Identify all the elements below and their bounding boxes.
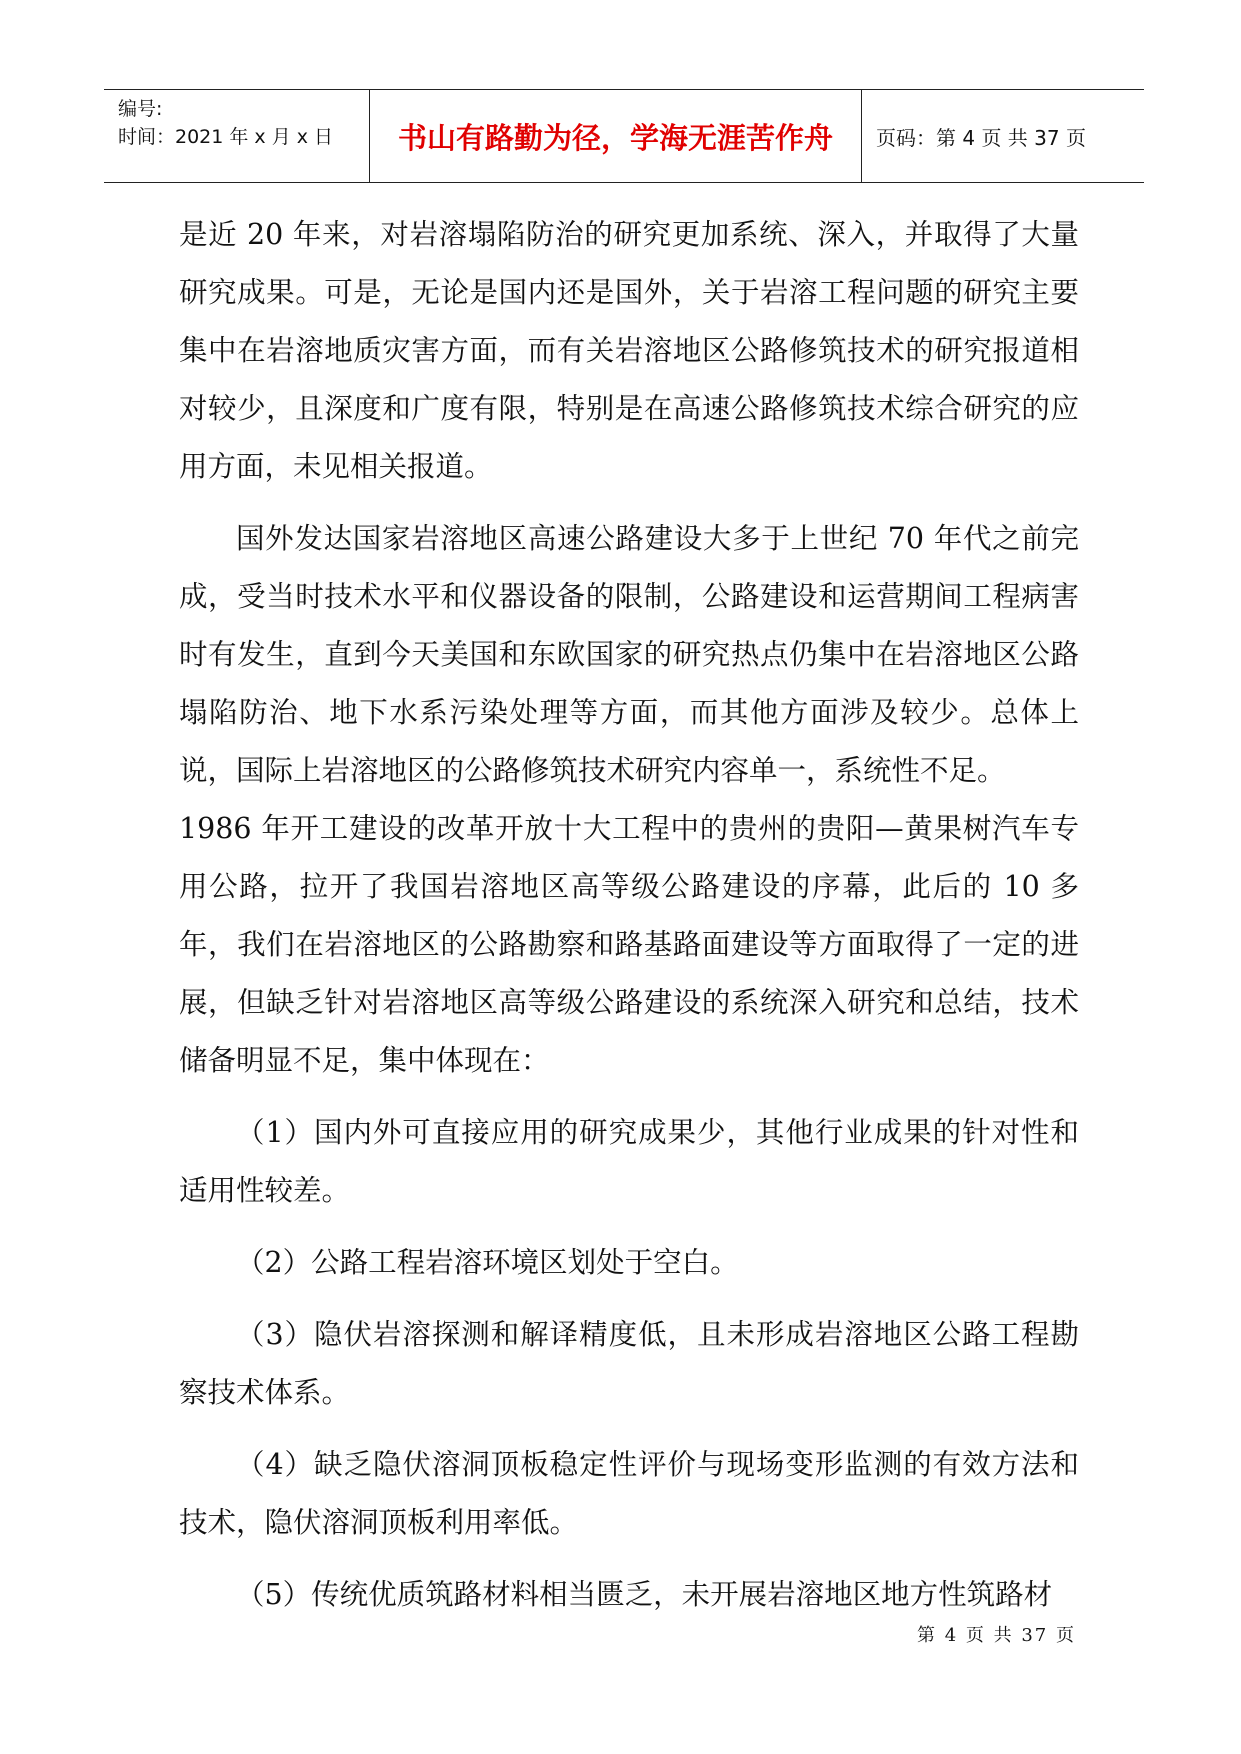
paragraph: 1986 年开工建设的改革开放十大工程中的贵州的贵阳—黄果树汽车专用公路，拉开了我国岩溶地区高等级公路建设的序幕，此后的 10 多年，我们在岩溶地区的公路勘察和路基路面建设等方面取得了一定的进展，但缺乏针对岩溶地区高等级公路建设的系统深入研究和总结，技术储备明显不足，集中体现在： (179, 812, 1079, 1077)
header-page-label: 页码：第 4 页 共 37 页 (876, 125, 1086, 150)
paragraph: 国外发达国家岩溶地区高速公路建设大多于上世纪 70 年代之前完成，受当时技术水平和仪器设备的限制，公路建设和运营期间工程病害时有发生，直到今天美国和东欧国家的研究热点仍集中在岩溶地区公路塌陷防治、地下水系污染处理等方面，而其他方面涉及较少。总体上说，国际上岩溶地区的公路修筑技术研究内容单一，系统性不足。 (179, 522, 1079, 787)
page-header (104, 89, 1144, 183)
paragraph: 是近 20 年来，对岩溶塌陷防治的研究更加系统、深入，并取得了大量研究成果。可是，无论是国内还是国外，关于岩溶工程问题的研究主要集中在岩溶地质灾害方面，而有关岩溶地区公路修筑技术的研究报道相对较少，且深度和广度有限，特别是在高速公路修筑技术综合研究的应用方面，未见相关报道。 (179, 218, 1079, 483)
list-item: （5）传统优质筑路材料相当匮乏，未开展岩溶地区地方性筑路材 (236, 1578, 1053, 1611)
list-item: （4）缺乏隐伏溶洞顶板稳定性评价与现场变形监测的有效方法和技术，隐伏溶洞顶板利用率低。 (179, 1448, 1079, 1539)
list-item: （2）公路工程岩溶环境区划处于空白。 (236, 1246, 739, 1279)
header-motto: 书山有路勤为径，学海无涯苦作舟 (370, 90, 862, 182)
page-footer: 第 4 页 共 37 页 (917, 1625, 1076, 1646)
list-item: （1）国内外可直接应用的研究成果少，其他行业成果的针对性和适用性较差。 (179, 1116, 1079, 1207)
time-label: 时间：2021 年 x 月 x 日 (118, 126, 334, 148)
number-label: 编号: (118, 98, 163, 120)
document-body (179, 206, 1079, 1624)
header-meta (104, 90, 370, 182)
list-item: （3）隐伏岩溶探测和解译精度低，且未形成岩溶地区公路工程勘察技术体系。 (179, 1318, 1079, 1409)
